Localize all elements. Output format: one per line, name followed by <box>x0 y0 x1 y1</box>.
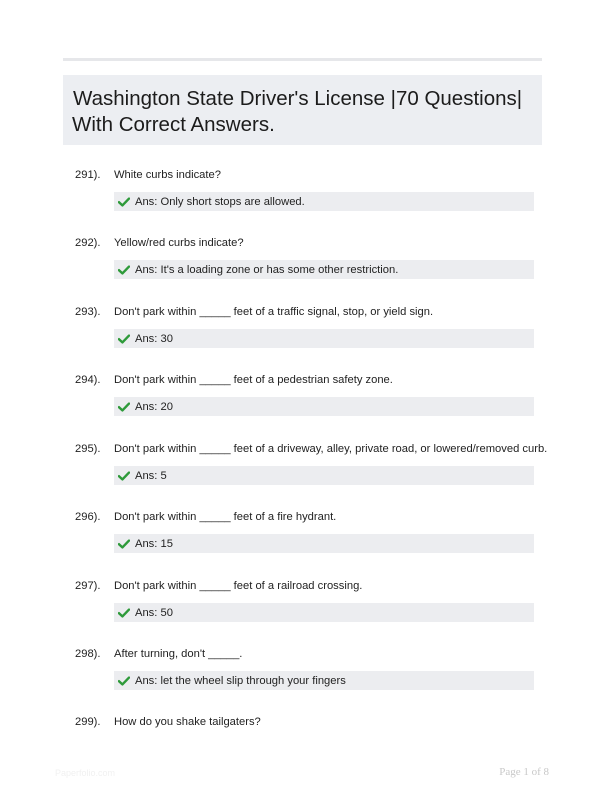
answer-text: Ans: 20 <box>135 400 173 413</box>
question-number: 297). <box>75 580 101 592</box>
checkmark-icon <box>118 265 130 275</box>
question-number: 295). <box>75 443 101 455</box>
question-number: 292). <box>75 237 101 249</box>
document-title-line-1: Washington State Driver's License |70 Questions| <box>73 87 523 110</box>
question-text: Don't park within _____ feet of a pedestrian safety zone. <box>114 374 393 386</box>
checkmark-icon <box>118 334 130 344</box>
answer-text: Ans: 50 <box>135 606 173 619</box>
checkmark-icon <box>118 402 130 412</box>
question-text: Yellow/red curbs indicate? <box>114 237 244 249</box>
document-title-box <box>63 75 542 145</box>
question-number: 291). <box>75 169 101 181</box>
answer-box <box>114 671 534 690</box>
footer-watermark: Paperfolio.com <box>55 768 116 778</box>
checkmark-icon <box>118 197 130 207</box>
question-number: 294). <box>75 374 101 386</box>
question-number: 296). <box>75 511 101 523</box>
answer-box <box>114 603 534 622</box>
document-title-line-2: With Correct Answers. <box>72 113 275 136</box>
answer-box <box>114 192 534 211</box>
answer-box <box>114 329 534 348</box>
answer-box <box>114 534 534 553</box>
page-number: Page 1 of 8 <box>499 766 549 778</box>
question-text: Don't park within _____ feet of a driveway, alley, private road, or lowered/removed curb. <box>114 443 548 455</box>
checkmark-icon <box>118 608 130 618</box>
question-text: Don't park within _____ feet of a fire hydrant. <box>114 511 337 523</box>
question-number: 293). <box>75 306 101 318</box>
question-number: 298). <box>75 648 101 660</box>
answer-text: Ans: 5 <box>135 469 167 482</box>
checkmark-icon <box>118 676 130 686</box>
question-text: Don't park within _____ feet of a railroad crossing. <box>114 580 363 592</box>
answer-text: Ans: It's a loading zone or has some other restriction. <box>135 263 399 276</box>
answer-box <box>114 260 534 279</box>
checkmark-icon <box>118 471 130 481</box>
checkmark-icon <box>118 539 130 549</box>
question-text: How do you shake tailgaters? <box>114 716 261 728</box>
question-number: 299). <box>75 716 101 728</box>
answer-text: Ans: 15 <box>135 537 173 550</box>
answer-text: Ans: Only short stops are allowed. <box>135 195 305 208</box>
answer-text: Ans: let the wheel slip through your fingers <box>135 674 346 687</box>
answer-box <box>114 397 534 416</box>
top-divider <box>63 58 542 61</box>
question-text: After turning, don't _____. <box>114 648 243 660</box>
answer-text: Ans: 30 <box>135 332 173 345</box>
answer-box <box>114 466 534 485</box>
question-text: Don't park within _____ feet of a traffic signal, stop, or yield sign. <box>114 306 434 318</box>
question-text: White curbs indicate? <box>114 169 221 181</box>
